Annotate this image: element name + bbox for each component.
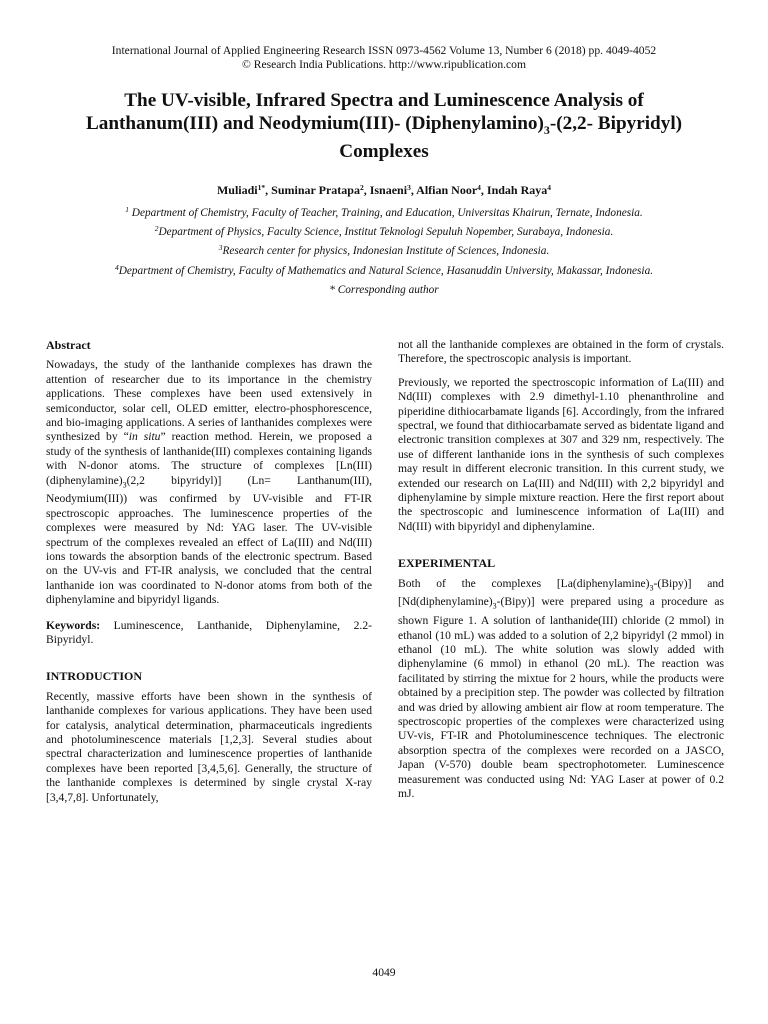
abstract-text <box>46 358 372 607</box>
experimental-part-3: -(Bipy)] were prepared using a procedure as shown Figure 1. A solution of lanthanide(III) chloride (2 mmol) in ethanol (10 mL) was added to a solution of 2,2 bipyridyl (2 mmol) in ethanol (10 mL). The white solution was slowly added with diphenylamine (6 mmol) in ethanol (20 mL). The reaction was facilitated by stirring the mixtue for 2 hours, while the products were obtained by a precipition step. The powder was collected by filtration and was dried by allowing ambient air flow at room temperature. The spectroscopic properties of the complexes were characterized using UV-vis, FT-IR and Photoluminescence techniques. The electronic absorption spectra of the complexes were recorded on a JASCO, Japan (V-570) double beam spectrophotometer. Luminescence measurement was conducted using Nd: YAG Laser at power of 0.2 mJ. <box>398 595 724 800</box>
author-1-sup: 1* <box>257 183 266 192</box>
author-2: Suminar Pratapa <box>271 183 360 197</box>
introduction-heading: INTRODUCTION <box>46 669 143 684</box>
abstract-subscript: 3 <box>122 479 127 489</box>
keywords <box>46 619 372 648</box>
right-column <box>398 338 724 801</box>
author-list: Muliadi$^{1*}$, Suminar Pratapa$^2$, Isnaeni$^3$, Alfian Noor$^4$, Indah Raya$^4$ <box>216 183 552 197</box>
experimental-part-1: Both of the complexes [La(diphenylamine) <box>398 576 650 590</box>
title-line-2a: Lanthanum(III) and Neodymium(III)- (Diphenylamino) <box>85 112 544 134</box>
experimental-text <box>398 577 724 802</box>
affiliation-1-sup: 1 <box>125 205 129 214</box>
affiliation-2-sup: 2 <box>154 224 159 234</box>
author-2-sup: 2 <box>359 183 364 192</box>
author-3: Isnaeni <box>369 183 408 197</box>
affiliation-3 <box>0 242 768 261</box>
journal-line: International Journal of Applied Engineering Research ISSN 0973-4562 Volume 13, Number 6 (2018) pp. 4049-4052 <box>111 44 657 57</box>
author-4: Alfian Noor <box>416 183 478 197</box>
left-column <box>46 338 372 805</box>
affiliation-4-text: Department of Chemistry, Faculty of Mathematics and Natural Science, Hasanuddin University, Makassar, Indonesia. <box>118 264 654 277</box>
abstract-part-2: ” reaction method. Herein, we proposed a study of the synthesis of lanthanide(III) complexes containing ligands with N-donor atoms. The structure of complexes [Ln(III)(diphenylamine) <box>46 430 372 487</box>
title-line-3: Complexes <box>339 140 429 162</box>
affiliations <box>0 204 768 300</box>
affiliation-2-text: Department of Physics, Faculty Science, Institut Teknologi Sepuluh Nopember, Surabaya, Indonesia. <box>158 226 614 239</box>
publisher-line: © Research India Publications. http://www.ripublication.com <box>242 58 526 71</box>
affiliation-4 <box>0 262 768 281</box>
author-5-sup: 4 <box>547 183 552 192</box>
right-paragraph-2: Previously, we reported the spectroscopic information of La(III) and Nd(III) complexes with 2.9 dimethyl-1.10 phenanthroline and piperidine dithiocarbamate ligands [6]. Accordingly, from the infrared spectral, we found that dithiocarbamate served as bidentate ligand and electronic transition complexes at 307 and 329 nm, respectively. The use of different lanthanide ions in the synthesis of such complexes may result in different elecronic transition. In this current study, we extended our research on La(III) and Nd(III) with 2,2 bipyridyl and diphenylamine by simple mixture reaction. Here the first report about the spectroscopic and luminescence information of La(III) and Nd(III) with bipyridyl and diphenylamine. <box>398 375 724 533</box>
title-line-2 <box>40 113 728 141</box>
affiliation-1 <box>0 204 768 223</box>
page-number: 4049 <box>372 966 396 979</box>
journal-header <box>0 44 768 72</box>
right-paragraph-1: not all the lanthanide complexes are obtained in the form of crystals. Therefore, the spectroscopic analysis is important. <box>398 338 724 366</box>
author-5: Indah Raya <box>486 183 548 197</box>
experimental-part-2: -(Bipy)] and [Nd(diphenylamine) <box>398 576 724 609</box>
corresponding-author: * Corresponding author <box>329 283 439 296</box>
experimental-sub-1: 3 <box>649 583 654 592</box>
abstract-part-3: (2,2 bipyridyl)] (Ln= Lanthanum(III), Neodymium(III)) was confirmed by UV-visible and FT-IR spectroscopic approaches. The luminescence properties of the complexes were measured by Nd: YAG laser. The UV-visible spectrum of the complexes revealed an effect of La(III) and Nd(III) ions towards the absorption bands of the electronic spectrum. Based on the UV-vis and FT-IR analysis, we concluded that the central lanthanide ion was coordinated to N-donor atoms from both of the diphenylamine and bipyridyl ligands. <box>46 473 372 607</box>
introduction-text: Recently, massive efforts have been shown in the synthesis of lanthanide complexes for various applications. They have been used for catalysis, analytical determination, pharmaceuticals ingredients and photoluminescence materials [1,2,3]. Several studies about spectral characterization and luminescence properties of lanthanide complexes have been reported [3,4,5,6]. Generally, the structure of the lanthanide complexes is determined by single crystal X-ray [3,4,7,8]. Unfortunately, <box>46 689 372 804</box>
paper-title <box>40 90 728 163</box>
title-line-2b: -(2,2- Bipyridyl) <box>549 112 683 134</box>
affiliation-3-text: Research center for physics, Indonesian Institute of Sciences, Indonesia. <box>222 245 550 258</box>
author-1: Muliadi <box>216 183 258 197</box>
affiliation-4-sup: 4 <box>114 262 119 272</box>
keywords-label: Keywords: <box>46 618 101 632</box>
title-subscript: 3 <box>543 122 550 137</box>
affiliation-2 <box>0 223 768 242</box>
abstract-heading: Abstract <box>46 338 91 352</box>
keywords-text: Luminescence, Lanthanide, Diphenylamine, 2.2-Bipyridyl. <box>46 618 372 647</box>
affiliation-3-sup: 3 <box>218 243 223 253</box>
experimental-sub-2: 3 <box>492 601 497 611</box>
author-3-sup: 3 <box>407 183 411 192</box>
affiliation-1-text: Department of Chemistry, Faculty of Teacher, Training, and Education, Universitas Khairun, Ternate, Indonesia. <box>128 207 643 219</box>
abstract-in-situ: in situ <box>128 430 161 444</box>
author-4-sup: 4 <box>477 183 481 192</box>
title-line-1: The UV-visible, Infrared Spectra and Luminescence Analysis of <box>124 90 644 111</box>
experimental-heading: EXPERIMENTAL <box>398 556 496 571</box>
abstract-part-1: Nowadays, the study of the lanthanide complexes has drawn the attention of researcher due to its importance in the chemistry applications. These complexes have been used extensively in semiconductor, solar cell, OLED emitter, electro-phosphorescence, and bio-imaging applications. A series of lanthanides complexes were synthesized by “ <box>46 358 372 444</box>
